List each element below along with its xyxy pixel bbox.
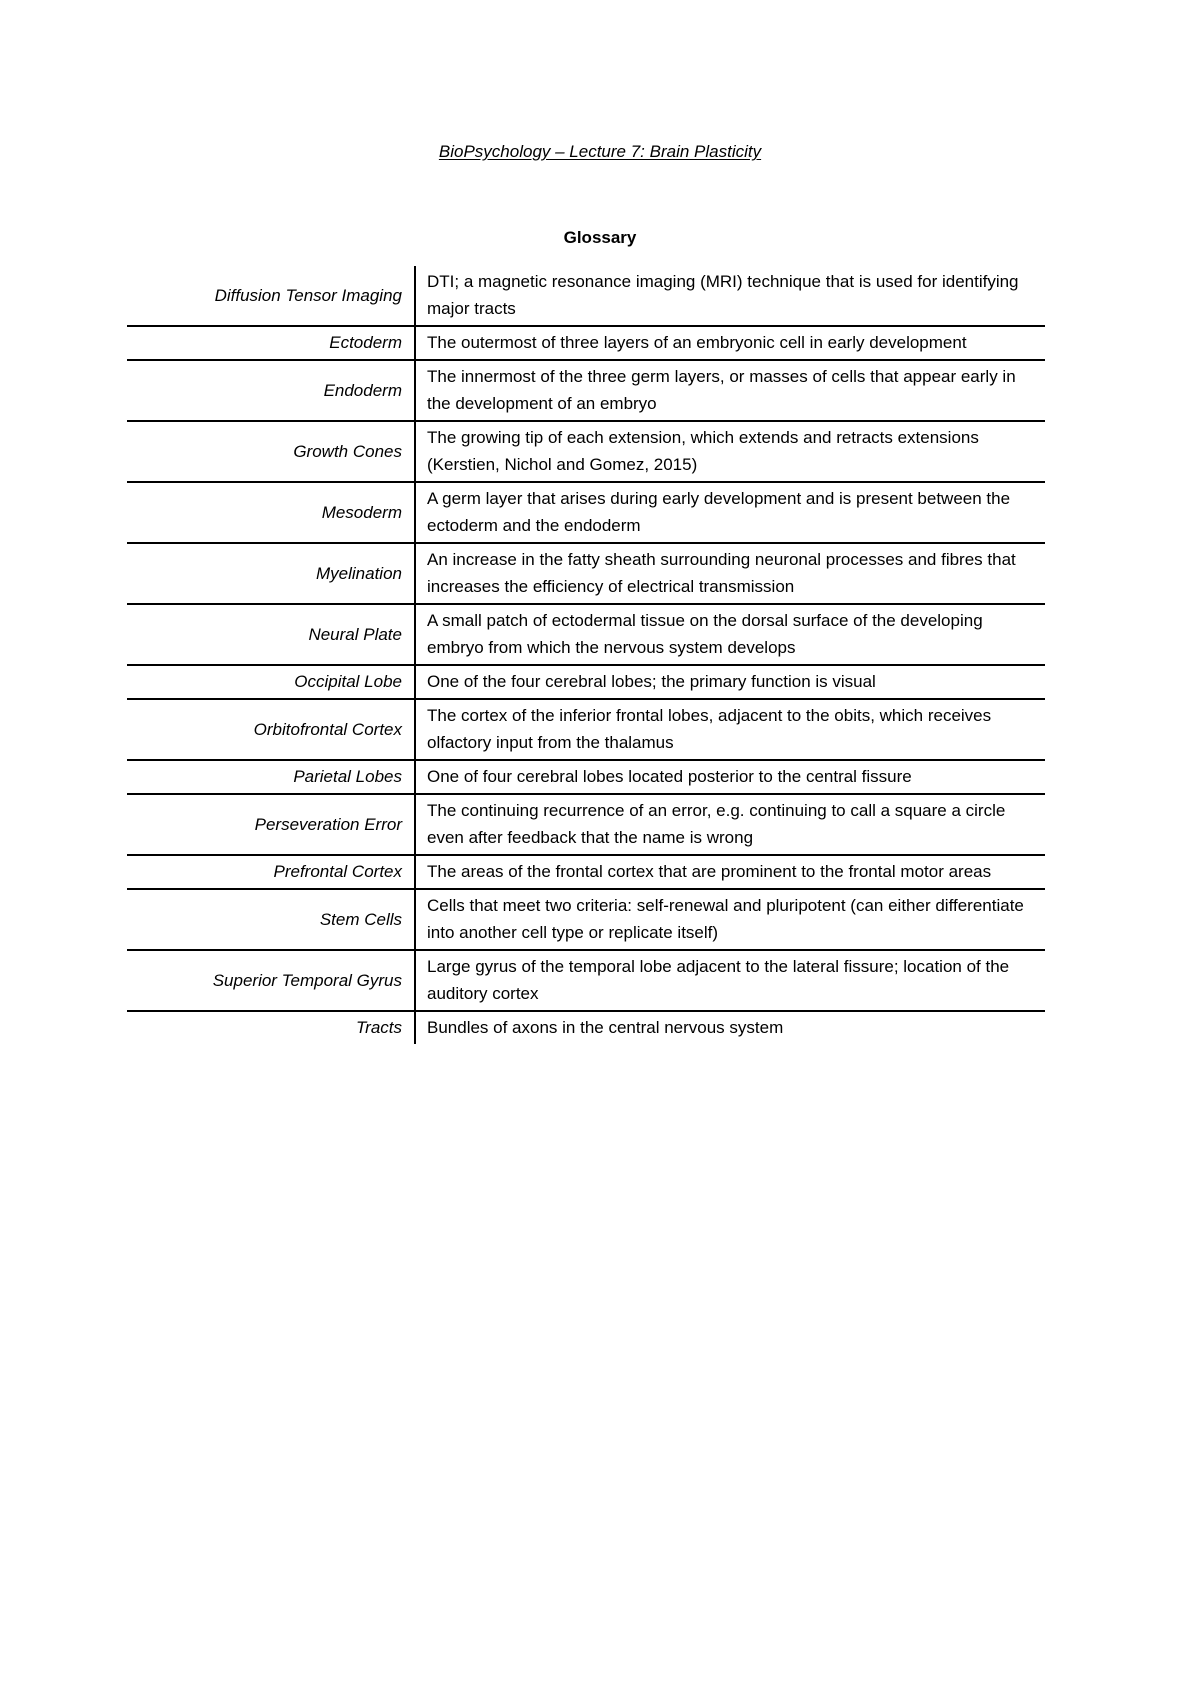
document-title: BioPsychology – Lecture 7: Brain Plasticity (438, 142, 762, 161)
glossary-term: Tracts (127, 1011, 415, 1044)
glossary-term: Occipital Lobe (127, 665, 415, 699)
glossary-definition: The cortex of the inferior frontal lobes, adjacent to the obits, which receives olfactory input from the thalamus (415, 699, 1045, 760)
glossary-definition: The outermost of three layers of an embryonic cell in early development (415, 326, 1045, 360)
glossary-term: Superior Temporal Gyrus (127, 950, 415, 1011)
glossary-term: Growth Cones (127, 421, 415, 482)
glossary-term: Prefrontal Cortex (127, 855, 415, 889)
glossary-row (127, 360, 1045, 421)
glossary-term: Endoderm (127, 360, 415, 421)
glossary-row (127, 665, 1045, 699)
glossary-term: Stem Cells (127, 889, 415, 950)
glossary-definition: The areas of the frontal cortex that are prominent to the frontal motor areas (415, 855, 1045, 889)
glossary-row (127, 760, 1045, 794)
glossary-row (127, 266, 1045, 326)
glossary-definition: One of four cerebral lobes located posterior to the central fissure (415, 760, 1045, 794)
glossary-row (127, 421, 1045, 482)
glossary-term: Parietal Lobes (127, 760, 415, 794)
glossary-definition: The continuing recurrence of an error, e.g. continuing to call a square a circle even after feedback that the name is wrong (415, 794, 1045, 855)
glossary-term: Diffusion Tensor Imaging (127, 266, 415, 326)
glossary-row (127, 794, 1045, 855)
glossary-definition: An increase in the fatty sheath surrounding neuronal processes and fibres that increases the efficiency of electrical transmission (415, 543, 1045, 604)
glossary-definition: DTI; a magnetic resonance imaging (MRI) technique that is used for identifying major tracts (427, 272, 1019, 318)
glossary-definition: Cells that meet two criteria: self-renewal and pluripotent (can either differentiate into another cell type or replicate itself) (415, 889, 1045, 950)
glossary-definition: Large gyrus of the temporal lobe adjacent to the lateral fissure; location of the auditory cortex (415, 950, 1045, 1011)
glossary-definition: Bundles of axons in the central nervous system (415, 1011, 1045, 1044)
glossary-definition: One of the four cerebral lobes; the primary function is visual (415, 665, 1045, 699)
glossary-row (127, 950, 1045, 1011)
glossary-term: Orbitofrontal Cortex (127, 699, 415, 760)
glossary-definition: A small patch of ectodermal tissue on the dorsal surface of the developing embryo from which the nervous system develops (415, 604, 1045, 665)
glossary-definition: The innermost of the three germ layers, or masses of cells that appear early in the development of an embryo (415, 360, 1045, 421)
glossary-table (127, 266, 1045, 1044)
glossary-row (127, 1011, 1045, 1044)
glossary-term: Ectoderm (127, 326, 415, 360)
glossary-heading: Glossary (563, 228, 637, 247)
glossary-definition: A germ layer that arises during early development and is present between the ectoderm and the endoderm (415, 482, 1045, 543)
glossary-row (127, 543, 1045, 604)
glossary-row (127, 326, 1045, 360)
glossary-row (127, 604, 1045, 665)
glossary-term: Mesoderm (127, 482, 415, 543)
glossary-row (127, 482, 1045, 543)
glossary-definition: The growing tip of each extension, which extends and retracts extensions (Kerstien, Nichol and Gomez, 2015) (415, 421, 1045, 482)
glossary-term: Myelination (127, 543, 415, 604)
glossary-row (127, 699, 1045, 760)
glossary-term: Perseveration Error (127, 794, 415, 855)
glossary-term: Neural Plate (127, 604, 415, 665)
glossary-row (127, 855, 1045, 889)
glossary-row (127, 889, 1045, 950)
